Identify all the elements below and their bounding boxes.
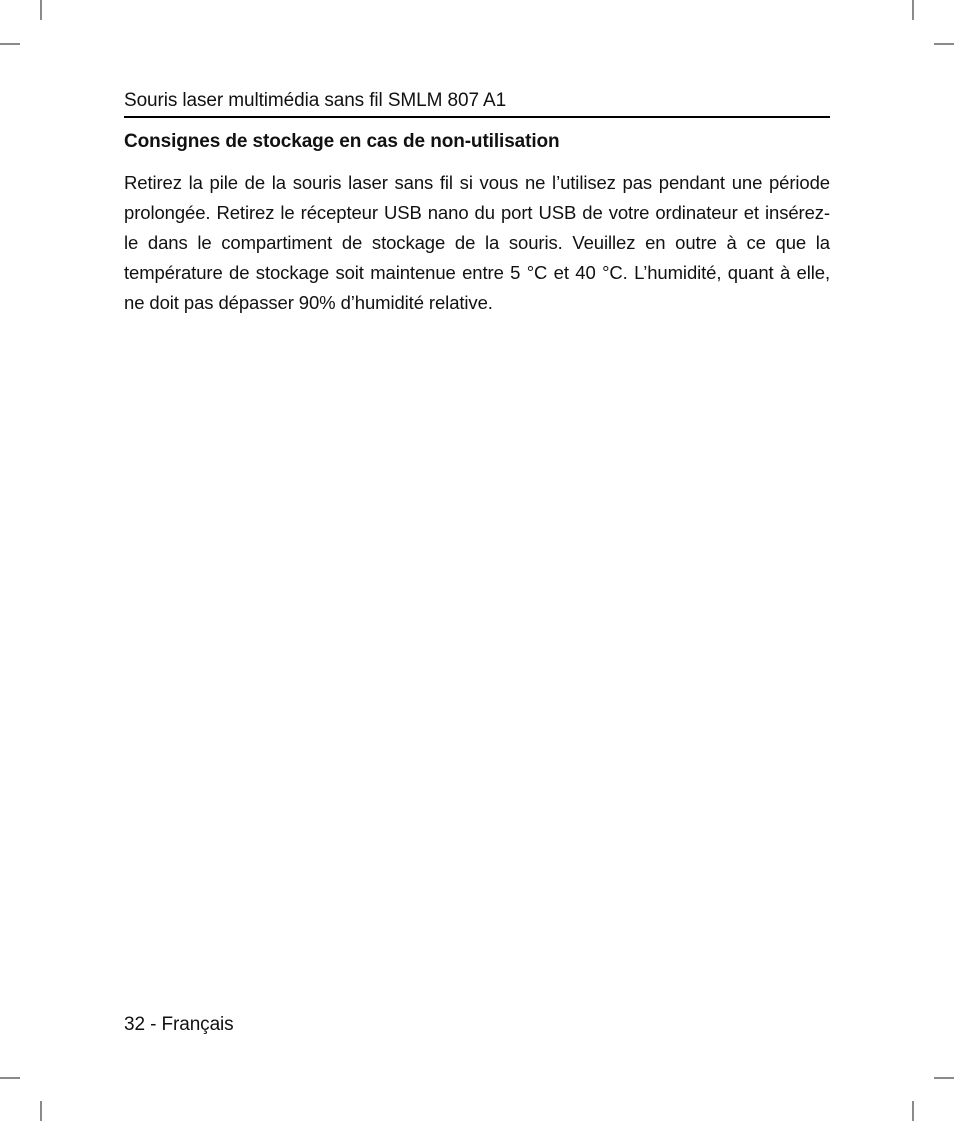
page-footer: 32 - Français: [124, 1014, 234, 1035]
crop-mark-bottom-left-vertical: [40, 1101, 42, 1121]
crop-mark-top-left-vertical: [40, 0, 42, 20]
crop-mark-bottom-right-vertical: [912, 1101, 914, 1121]
crop-mark-top-left-horizontal: [0, 43, 20, 45]
crop-mark-top-right-vertical: [912, 0, 914, 20]
crop-mark-bottom-right-horizontal: [934, 1077, 954, 1079]
header-rule: [124, 116, 830, 118]
section-paragraph: Retirez la pile de la souris laser sans fil si vous ne l’utilisez pas pendant une période prolongée. Retirez le récepteur USB nano du port USB de votre ordinateur et insérez-le dans le compartiment de stockage de la souris. Veuillez en outre à ce que la température de stockage soit maintenue entre 5 °C et 40 °C. L’humidité, quant à elle, ne doit pas dépasser 90% d’humidité relative.: [124, 172, 830, 313]
section-title: Consignes de stockage en cas de non-utilisation: [124, 131, 560, 152]
crop-mark-top-right-horizontal: [934, 43, 954, 45]
running-header: Souris laser multimédia sans fil SMLM 807 A1: [124, 90, 507, 111]
crop-mark-bottom-left-horizontal: [0, 1077, 20, 1079]
